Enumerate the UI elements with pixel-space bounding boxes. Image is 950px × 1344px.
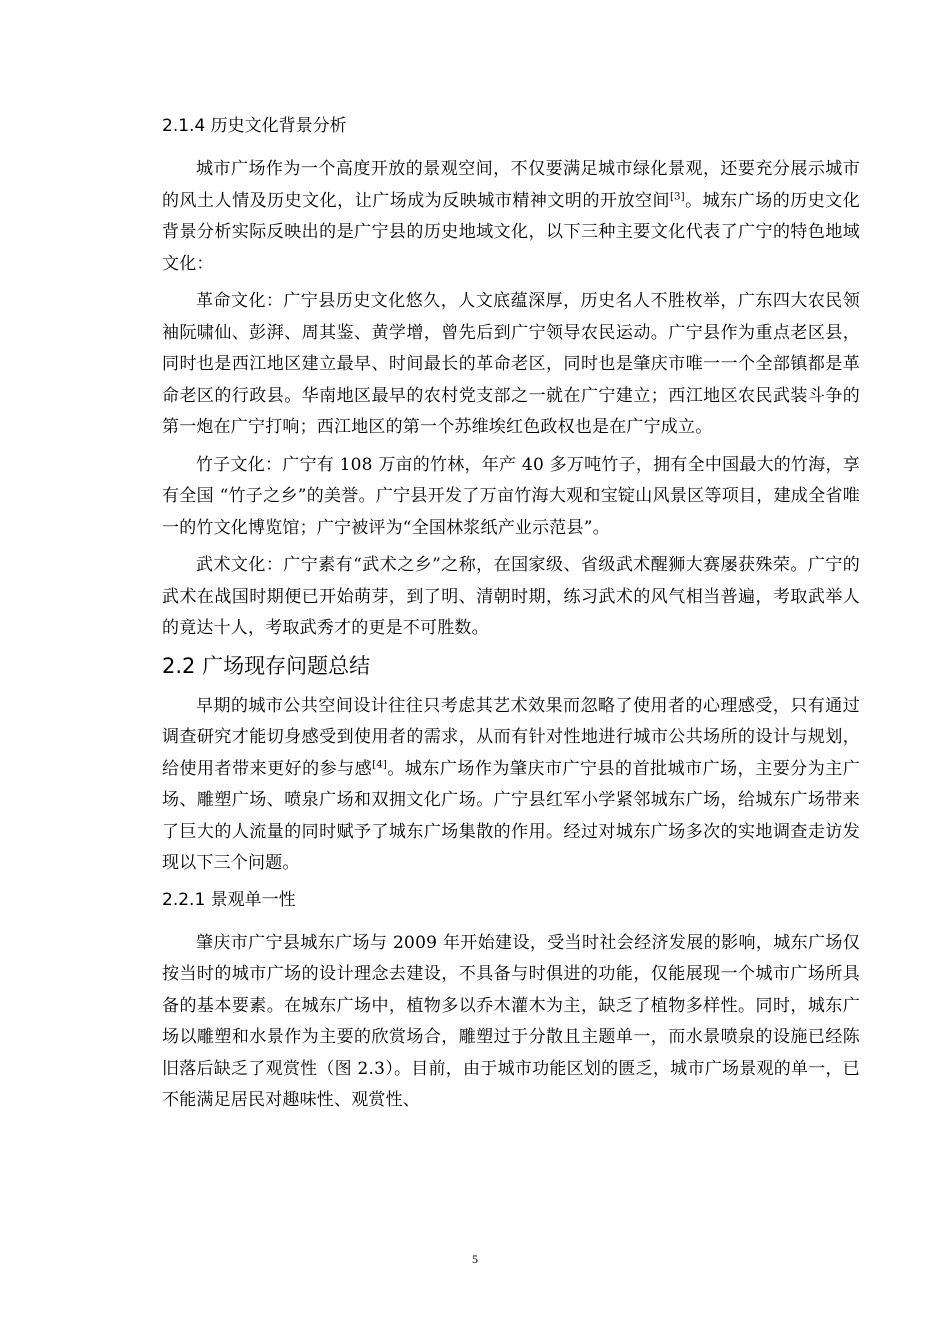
paragraph-bamboo-culture: 竹子文化：广宁有 108 万亩的竹林，年产 40 多万吨竹子，拥有全中国最大的竹海，享有全国 “竹子之乡”的美誉。广宁县开发了万亩竹海大观和宝锭山风景区等项目，建成全省唯一的竹文化博览馆；广宁被评为“全国林浆纸产业示范县”。 (162, 454, 860, 538)
paragraph-landscape-monotony: 肇庆市广宁县城东广场与 2009 年开始建设，受当时社会经济发展的影响，城东广场仅按当时的城市广场的设计理念去建设，不具备与时俱进的功能，仅能展现一个城市广场所具备的基本要素。在城东广场中，植物多以乔木灌木为主，缺乏了植物多样性。同时，城东广场以雕塑和水景作为主要的欣赏场合，雕塑过于分散且主题单一，而水景喷泉的设施已经陈旧落后缺乏了观赏性（图 2.3）。目前，由于城市功能区划的匮乏，城市广场景观的单一，已不能满足居民对趣味性、观赏性、 (162, 932, 860, 1110)
heading-2-1-4: 2.1.4 历史文化背景分析 (162, 116, 347, 136)
page-number: 5 (472, 1252, 478, 1266)
paragraph-revolutionary-culture: 革命文化：广宁县历史文化悠久，人文底蕴深厚，历史名人不胜枚举，广东四大农民领袖阮啸仙、彭湃、周其鉴、黄学增，曾先后到广宁领导农民运动。广宁县作为重点老区县，同时也是西江地区建立最早、时间最长的革命老区，同时也是肇庆市唯一一个全部镇都是革命老区的行政县。华南地区最早的农村党支部之一就在广宁建立；西江地区农民武装斗争的第一炮在广宁打响；西江地区的第一个苏维埃红色政权也是在广宁成立。 (162, 291, 860, 437)
paragraph-text: 早期的城市公共空间设计往往只考虑其艺术效果而忽略了使用者的心理感受，只有通过调查研究才能切身感受到使用者的需求，从而有针对性地进行城市公共场所的设计与规划，给使用者带来更好的参与感 (162, 695, 860, 779)
page-content (162, 112, 860, 1123)
paragraph-text: 。城东广场作为肇庆市广宁县的首批城市广场，主要分为主广场、雕塑广场、喷泉广场和双拥文化广场。广宁县红军小学紧邻城东广场，给城东广场带来了巨大的人流量的同时赋予了城东广场集散的作用。经过对城东广场多次的实地调查走访发现以下三个问题。 (162, 758, 860, 873)
paragraph-text: 。城东广场的历史文化背景分析实际反映出的是广宁县的历史地域文化，以下三种主要文化代表了广宁的特色地域文化： (162, 190, 860, 274)
heading-2-2-1: 2.2.1 景观单一性 (162, 889, 296, 910)
citation-ref-3: [3] (670, 190, 685, 202)
paragraph-text: 城市广场作为一个高度开放的景观空间，不仅要满足城市绿化景观，还要充分展示城市的风土人情及历史文化，让广场成为反映城市精神文明的开放空间 (162, 159, 860, 211)
heading-2-2: 2.2 广场现存问题总结 (162, 653, 371, 678)
paragraph-martial-arts-culture: 武术文化：广宁素有“武术之乡”之称，在国家级、省级武术醒狮大赛屡获殊荣。广宁的武术在战国时期便已开始萌芽，到了明、清朝时期，练习武术的风气相当普遍，考取武举人的竟达十人，考取武秀才的更是不可胜数。 (162, 555, 860, 638)
paragraph-square-problems-intro (162, 691, 860, 880)
paragraph-historical-culture-intro (162, 154, 860, 280)
citation-ref-4: [4] (372, 758, 387, 770)
